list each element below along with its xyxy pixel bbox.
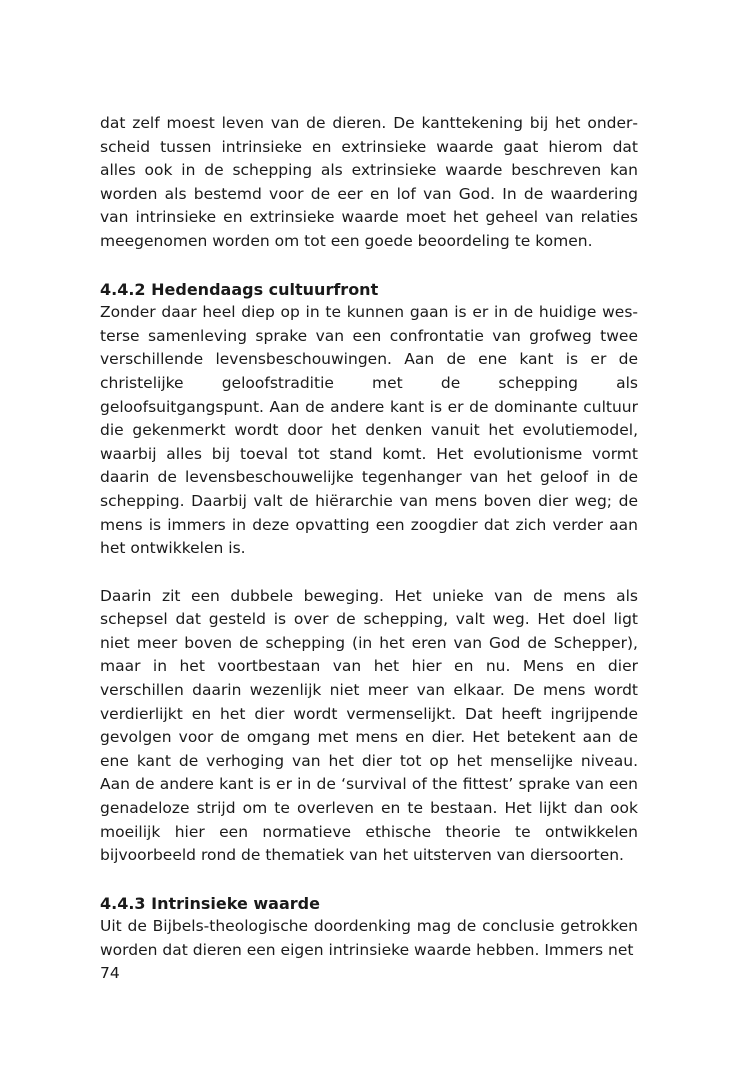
paragraph-gap xyxy=(100,254,638,278)
page-body xyxy=(100,112,638,963)
paragraph-cultural-front: Zonder daar heel diep op in te kunnen gaan is er in de huidige westerse samenleving sprake van een confrontatie van grofweg twee verschillende levensbeschouwingen. Aan de ene kant is er de christelijke geloofstraditie met de schepping als geloofsuitgangspunt. Aan de andere kant is er de dominante cultuur die gekenmerkt wordt door het denken vanuit het evolutiemodel, waarbij alles bij toeval tot stand komt. Het evolutionisme vormt daarin de levensbeschouwelijke tegenhanger van het geloof in de schepping. Daarbij valt de hiërarchie van mens boven dier weg; de mens is immers in deze opvatting een zoogdier dat zich verder aan het ontwikkelen is. xyxy=(100,303,638,558)
paragraph-gap xyxy=(100,868,638,892)
paragraph-intrinsic-value: Uit de Bijbels-theologische doordenking mag de conclusie getrokken worden dat dieren een eigen intrinsieke waarde hebben. Immers net xyxy=(100,917,638,959)
section-heading-4-4-3: 4.4.3 Intrinsieke waarde xyxy=(100,893,320,913)
paragraph-intrinsic-extrinsic: dat zelf moest leven van de dieren. De kanttekening bij het onderscheid tussen intrinsieke en extrinsieke waarde gaat hierom dat alles ook in de schepping als extrinsieke waarde beschreven kan worden als bestemd voor de eer en lof van God. In de waardering van intrinsieke en extrinsieke waarde moet het geheel van relaties meegenomen worden om tot een goede beoordeling te komen. xyxy=(100,114,638,250)
paragraph-double-movement: Daarin zit een dubbele beweging. Het unieke van de mens als schepsel dat gesteld is over de schepping, valt weg. Het doel ligt niet meer boven de schepping (in het eren van God de Schepper), maar in het voortbestaan van het hier en nu. Mens en dier verschillen daarin wezenlijk niet meer van elkaar. De mens wordt verdierlijkt en het dier wordt vermenselijkt. Dat heeft ingrijpende gevolgen voor de omgang met mens en dier. Het betekent aan de ene kant de verhoging van het dier tot op het menselijke niveau. Aan de andere kant is er in de ‘survival of the fittest’ sprake van een genadeloze strijd om te overleven en te bestaan. Het lijkt dan ook moeilijk hier een normatieve ethische theorie te ontwikkelen bijvoorbeeld rond de thematiek van het uitsterven van diersoorten. xyxy=(100,586,638,865)
page-number: 74 xyxy=(100,964,120,982)
paragraph-gap xyxy=(100,561,638,585)
section-heading-4-4-2: 4.4.2 Hedendaags cultuurfront xyxy=(100,279,379,299)
